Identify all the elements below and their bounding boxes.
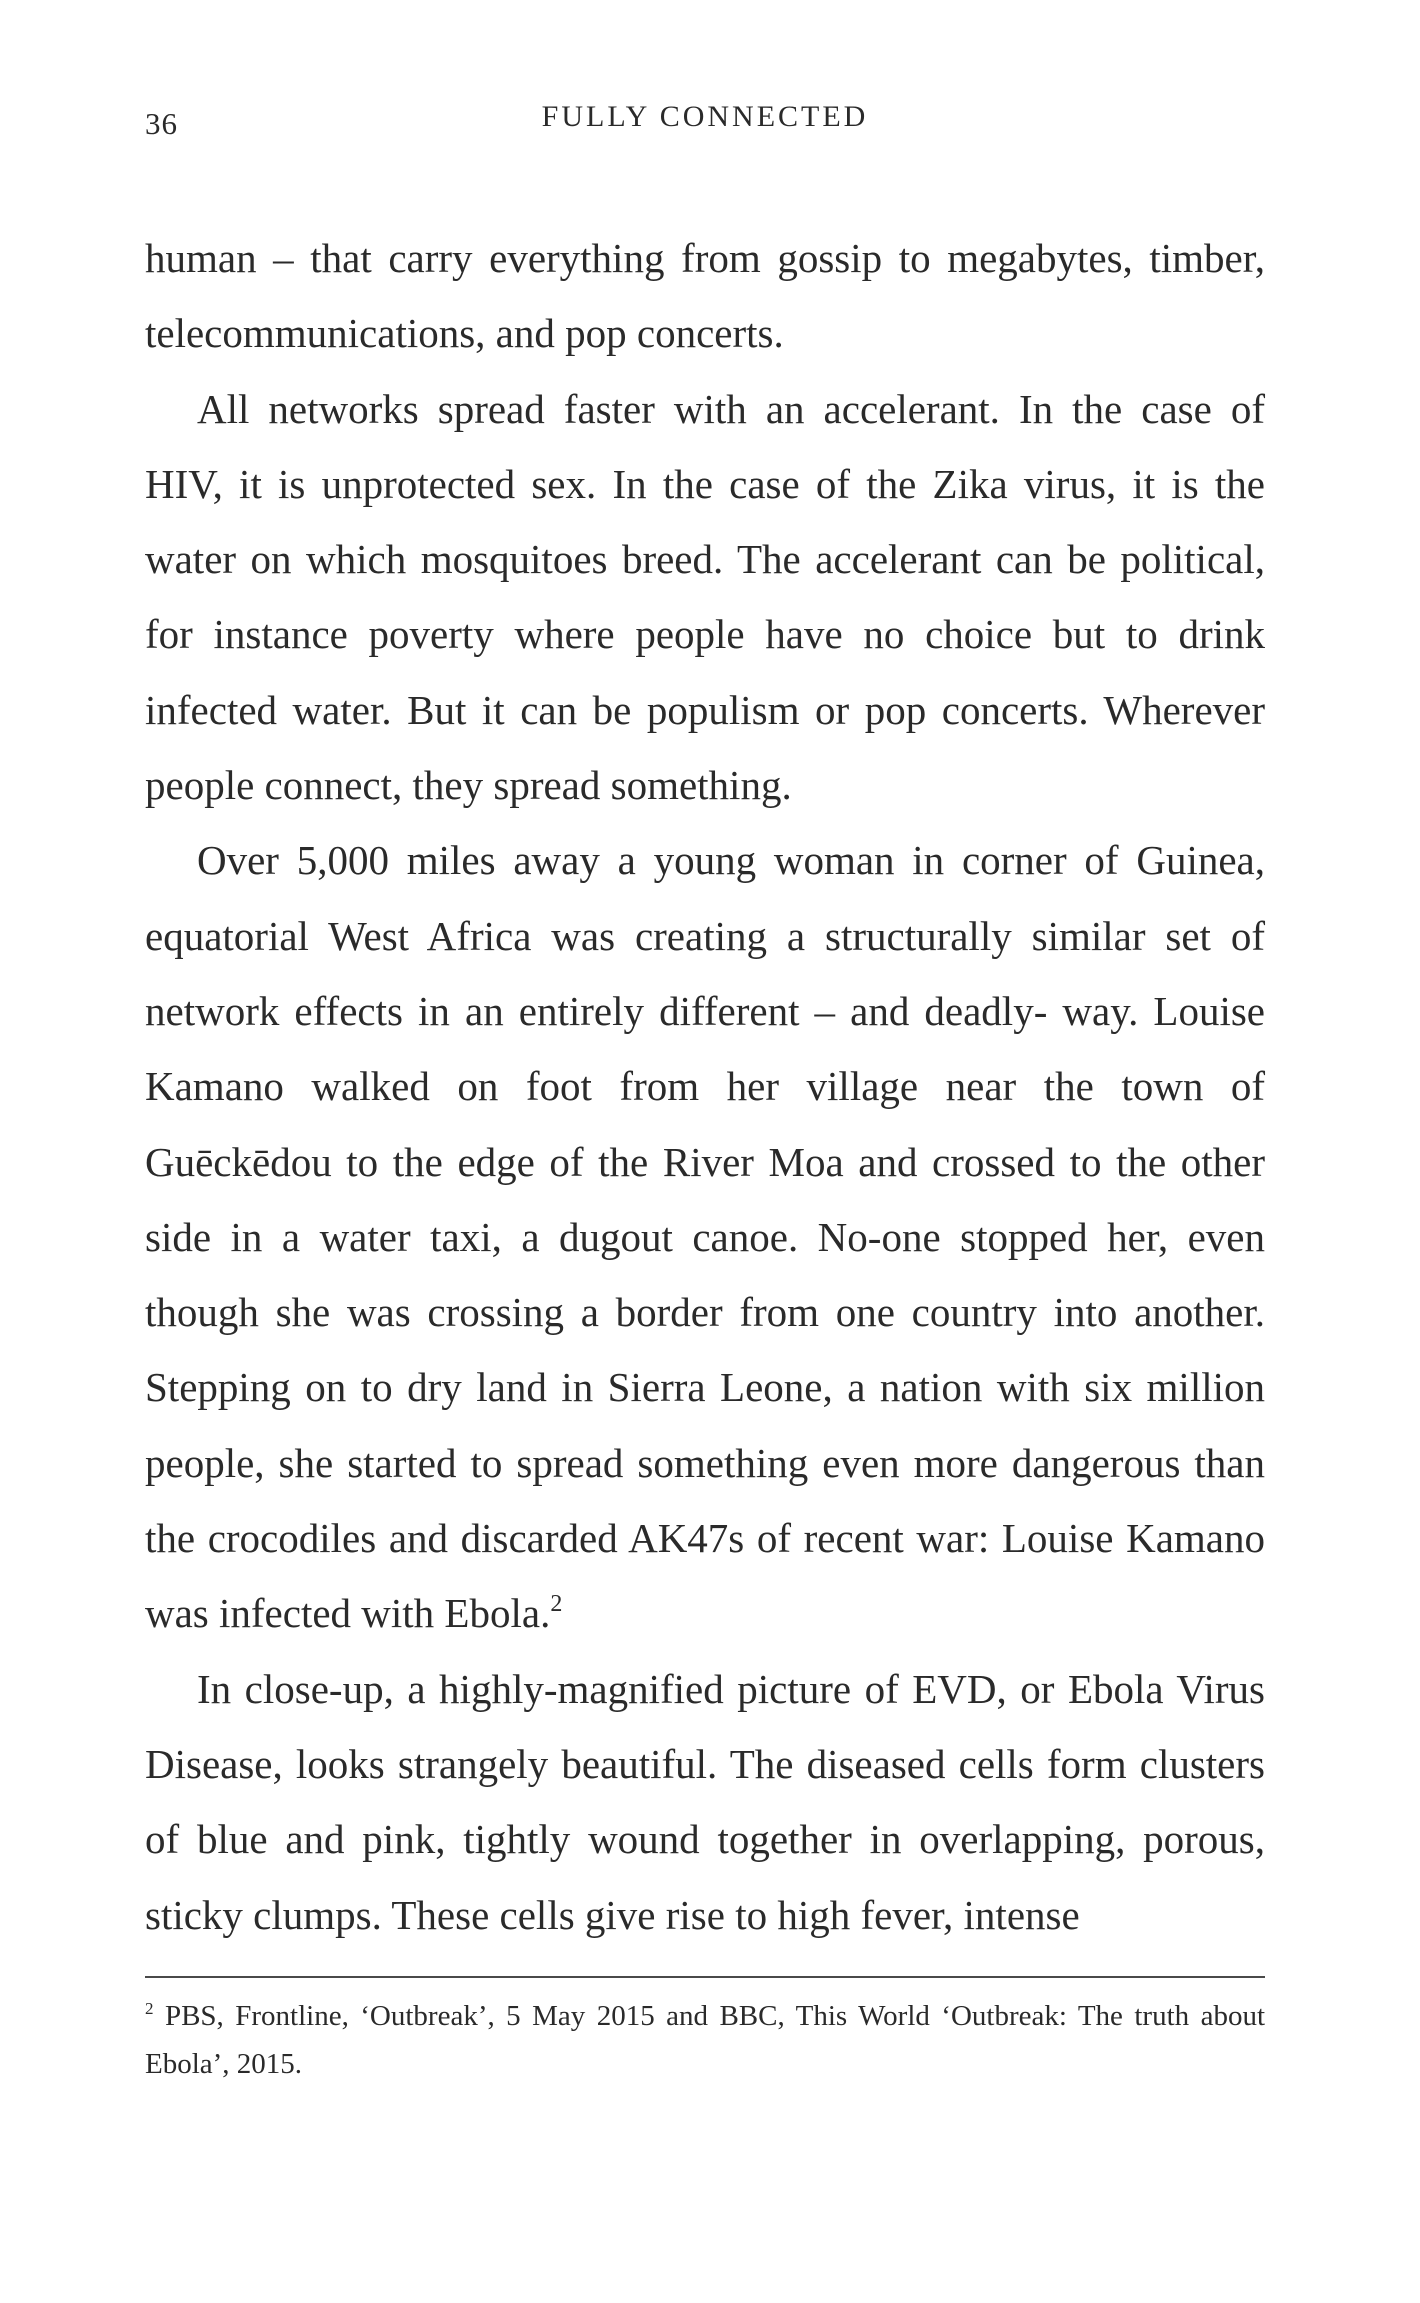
footnote-reference: 2 (550, 1591, 563, 1618)
paragraph-accelerant: All networks spread faster with an accelerant. In the case of HIV, it is unprotected sex. In the case of the Zika virus, it is the water on which mosquitoes breed. The accelerant can be political, for instance poverty where people have no choice but to drink infected water. But it can be populism or pop concerts. Wherever people connect, they spread something. (145, 385, 1265, 809)
footnotes (145, 1992, 1265, 2088)
footnote-marker: 2 (145, 1999, 154, 2018)
paragraph-ebola-closeup: In close-up, a highly-magnified picture of EVD, or Ebola Virus Disease, looks strangely beautiful. The diseased cells form clusters of blue and pink, tightly wound together in overlapping, porous, sticky clumps. These cells give rise to high fever, intense (145, 1665, 1265, 1938)
paragraph-louise-kamano (145, 823, 1265, 1651)
running-title: FULLY CONNECTED (541, 100, 869, 133)
paragraph-continued: human – that carry everything from gossip to megabytes, timber, telecommunications, and pop concerts. (145, 235, 1265, 357)
footnote-divider (145, 1976, 1265, 1978)
paragraph-louise-kamano-text: Over 5,000 miles away a young woman in corner of Guinea, equatorial West Africa was creating a structurally similar set of network effects in an entirely different – and deadly- way. Louise Kamano walked on foot from her village near the town of Guēckēdou to the edge of the River Moa and crossed to the other side in a water taxi, a dugout canoe. No-one stopped her, even though she was crossing a border from one country into another. Stepping on to dry land in Sierra Leone, a nation with six million people, she started to spread something even more dangerous than the crocodiles and discarded AK47s of recent war: Louise Kamano was infected with Ebola. (145, 837, 1265, 1637)
footnote-text: PBS, Frontline, ‘Outbreak’, 5 May 2015 and BBC, This World ‘Outbreak: The truth about Ebola’, 2015. (145, 2000, 1266, 2080)
footnote-2 (145, 1992, 1265, 2088)
page-number: 36 (145, 106, 178, 141)
body-text (145, 221, 1265, 1953)
running-head (145, 100, 1265, 140)
